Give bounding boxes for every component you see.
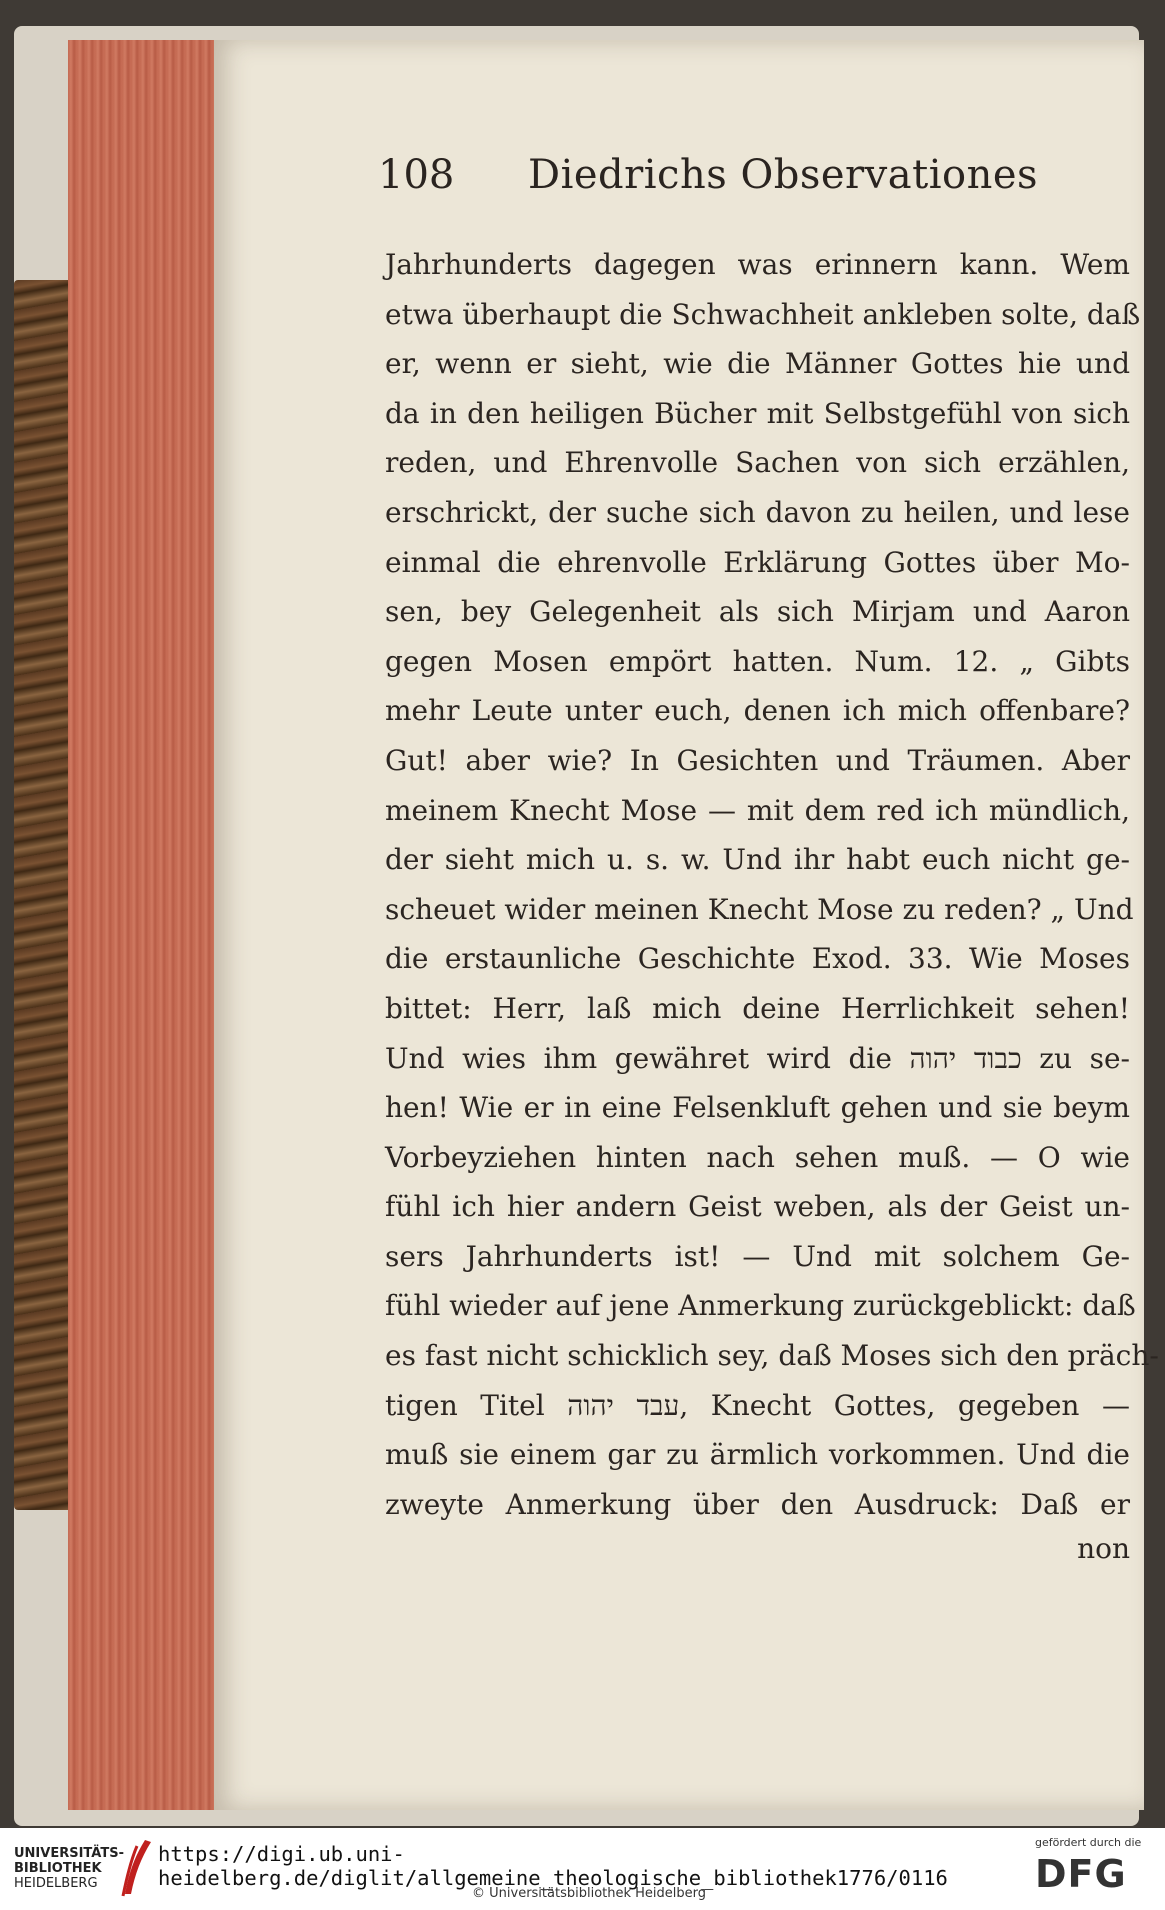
text-line: etwa überhaupt die Schwachheit ankleben solte, daß <box>385 297 1141 331</box>
library-logo-line: BIBLIOTHEK <box>14 1861 102 1876</box>
library-logo[interactable] <box>14 1846 124 1891</box>
text-line: sen, bey Gelegenheit als sich Mirjam und Aaron <box>385 595 1130 629</box>
text-line: mehr Leute unter euch, denen ich mich offenbare? <box>385 694 1130 728</box>
text-line: zweyte Anmerkung über den Ausdruck: Daß er <box>385 1487 1130 1521</box>
text-line: hen! Wie er in eine Felsenkluft gehen und sie beym <box>385 1091 1130 1125</box>
text-line: muß sie einem gar zu ärmlich vorkommen. Und die <box>385 1438 1130 1472</box>
text-line: bittet: Herr, laß mich deine Herrlichkeit sehen! <box>385 991 1130 1025</box>
text-line: er, wenn er sieht, wie die Männer Gottes hie und <box>385 347 1130 381</box>
text-line: fühl ich hier andern Geist weben, als der Geist un- <box>385 1190 1130 1224</box>
text-line: Gut! aber wie? In Gesichten und Träumen. Aber <box>385 743 1130 777</box>
text-line: scheuet wider meinen Knecht Mose zu reden? „ Und <box>385 892 1134 926</box>
text-line: meinem Knecht Mose — mit dem red ich mündlich, <box>385 793 1130 827</box>
text-line: einmal die ehrenvolle Erklärung Gottes über Mo- <box>385 545 1130 579</box>
permalink-url[interactable]: https://digi.ub.uni-heidelberg.de/diglit/allgemeine_theologische_bibliothek1776/0116 <box>158 1842 948 1890</box>
text-line: Und wies ihm gewähret wird die כבוד יהוה zu se- <box>385 1041 1130 1075</box>
copyright-notice: © Universitätsbibliothek Heidelberg <box>472 1886 707 1901</box>
page-edges <box>68 40 214 1810</box>
library-logo-line: HEIDELBERG <box>14 1876 98 1891</box>
text-line: Jahrhunderts dagegen was erinnern kann. Wem <box>385 248 1130 281</box>
dfg-logo[interactable]: DFG <box>1035 1852 1127 1896</box>
text-line: es fast nicht schicklich sey, daß Moses sich den präch- <box>385 1339 1159 1373</box>
text-line: fühl wieder auf jene Anmerkung zurückgeblickt: daß <box>385 1289 1136 1323</box>
text-line: sers Jahrhunderts ist! — Und mit solchem Ge- <box>385 1239 1130 1273</box>
running-title: Diedrichs Observationes <box>528 152 1039 198</box>
text-line: Vorbeyziehen hinten nach sehen muß. — O wie <box>385 1140 1130 1174</box>
running-head <box>378 152 1138 208</box>
text-line: die erstaunliche Geschichte Exod. 33. Wie Moses <box>385 942 1130 976</box>
body-text <box>385 240 1159 1529</box>
catchword: non <box>1077 1532 1130 1565</box>
text-line: erschrickt, der suche sich davon zu heilen, und lese <box>385 495 1130 529</box>
viewer-footer <box>0 1828 1165 1910</box>
text-line: gegen Mosen empört hatten. Num. 12. „ Gibts <box>385 644 1130 678</box>
text-line: da in den heiligen Bücher mit Selbstgefühl von sich <box>385 396 1130 430</box>
library-logo-line: UNIVERSITÄTS- <box>14 1846 124 1861</box>
text-line: reden, und Ehrenvolle Sachen von sich erzählen, <box>385 446 1130 480</box>
quill-pen-icon <box>115 1836 163 1900</box>
page-number: 108 <box>378 152 455 198</box>
text-line: tigen Titel עבד יהוה, Knecht Gottes, gegeben — <box>385 1388 1130 1422</box>
text-line: der sieht mich u. s. w. Und ihr habt euch nicht ge- <box>385 843 1130 877</box>
funding-note: gefördert durch die <box>1035 1836 1142 1849</box>
